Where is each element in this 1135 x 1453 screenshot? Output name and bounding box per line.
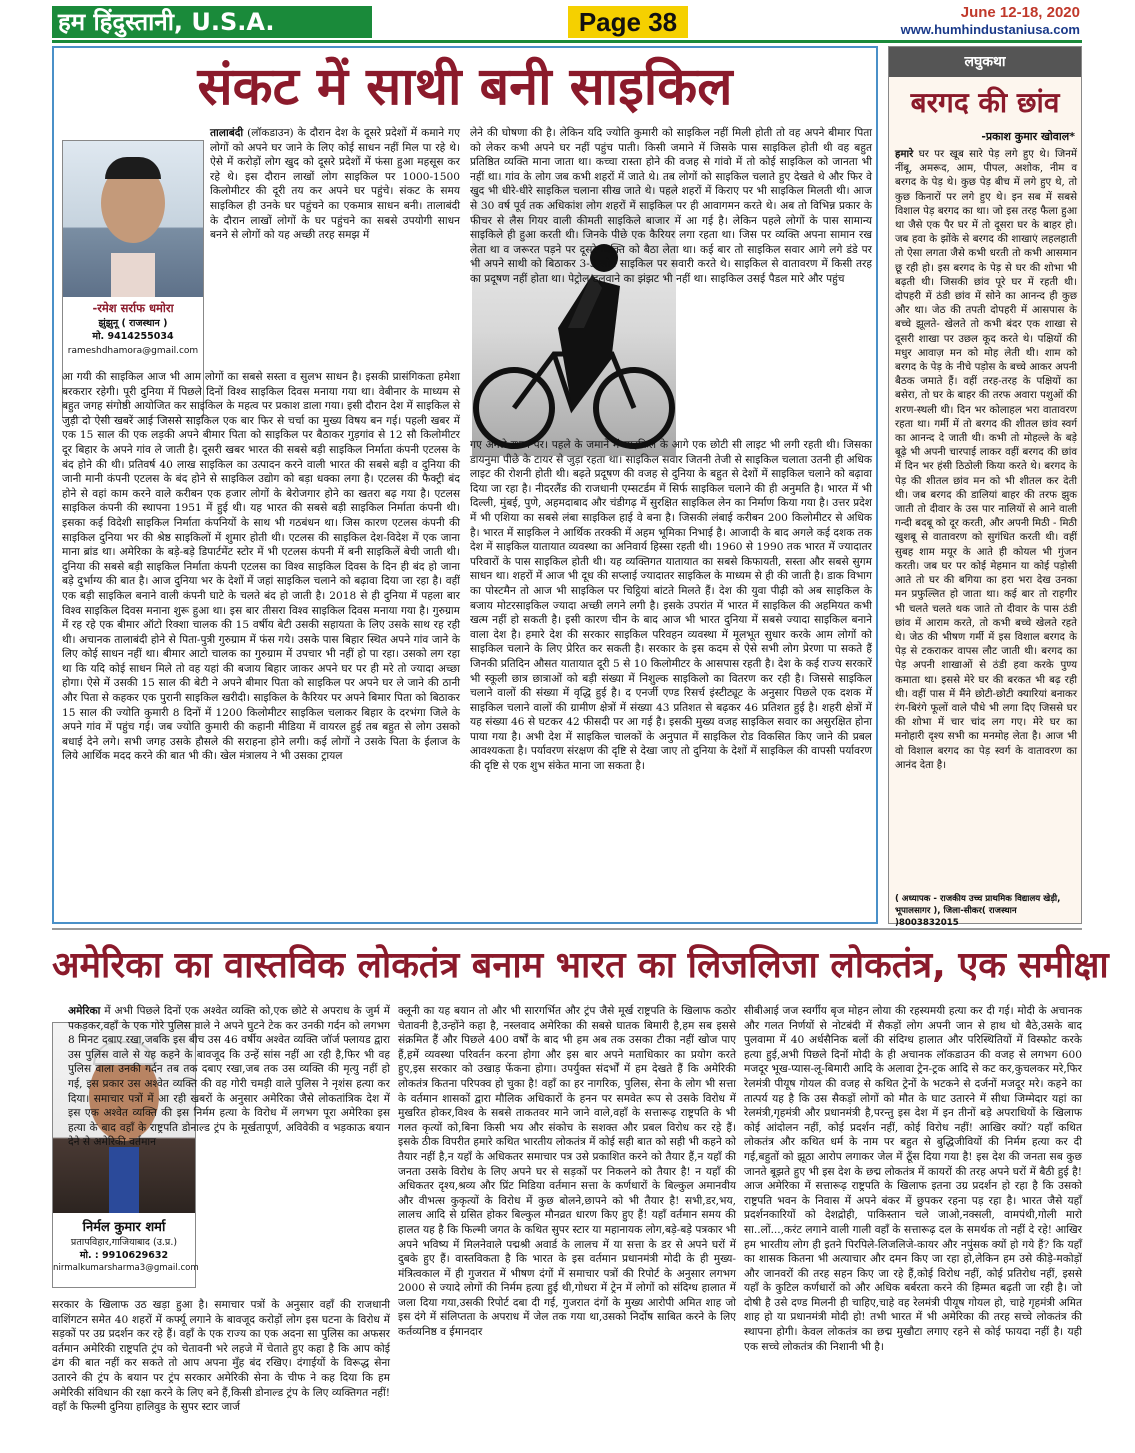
author-location: झुंझुनू ( राजस्थान ) [98, 318, 168, 329]
article2-lead: अमेरिका [68, 1005, 101, 1017]
article-cycle [52, 46, 878, 924]
section-divider [52, 928, 1082, 930]
article-col1-top-text: (लॉकडाउन) के दौरान देश के दूसरे प्रदेशों में कमाने गए लोगों को अपने घर जाने के लिए कोई साधन नहीं मिल पा रहे थे। ऐसे में करोड़ों लोग खुद को दूसरे प्रदेशों में फंसा हुआ महसूस कर रहे थे। इस दौरान लाखों लोग साइकिल पर 1000-1500 किलोमीटर की दूरी तय कर अपने घर पहुंचे। संकट के समय साइकिल ही उनके घर पहुंचने का एकमात्र साधन बनी। तालाबंदी के दौरान लाखों लोगों के घर पहुंचने का सबसे उपयोगी साधन बनने से लोगों को यह अच्छी तरह समझ में [210, 127, 460, 242]
story-lead: हमारे [895, 148, 914, 160]
story-footer: ( अध्यापक - राजकीय उच्च प्राथमिक विद्यालय खेड़ी, भूपालसागर ), जिला-सीकर( राजस्थान )8003832015 [895, 894, 1061, 928]
article2-col2 [398, 1004, 736, 1448]
article-col1-text: आ गयी की साइकिल आज भी आम लोगों का सबसे सस्ता व सुलभ साधन है। इसकी प्रासंगिकता हमेशा बरकरार रहेगी। पूरी दुनिया में पिछले दिनों विश्व साइकिल दिवस मनाया गया था। वेबीनार के माध्यम से बहुत जगह संगोष्ठी आयोजित कर साइकिल के महत्व पर प्रकाश डाला गया। इसी दौरान देश में साइकिल से जुड़ी दो ऐसी खबरें आई जिससे साइकिल एक बार फिर से चर्चा का मुख्य विषय बन गई। पहली खबर में एक 15 साल की एक लड़की अपने बीमार पिता को साइकिल पर बैठाकर गुड़गांव से 12 सौ किलोमीटर दूर बिहार के अपने गांव ले जाती है। दूसरी खबर भारत की सबसे बड़ी साइकिल निर्माता कंपनी एटलस के बंद होने की थी। प्रतिवर्ष 40 लाख साइकिल का उत्पादन करने वाली भारत की सबसे बड़ी व दुनिया की जानी मानी कंपनी एटलस के बंद होने से साइकिल उद्योग को बड़ा धक्का लगा है। एटलस की फैक्ट्री बंद होने से वहां काम करने वाले करीबन एक हजार लोगों के बेरोजगार होने का खतरा बढ़ गया है। एटलस साइकिल कंपनी की स्थापना 1951 में हुई थी। यह भारत की सबसे बड़ी साइकिल निर्माता कंपनी थी। इसका कई विदेशी साइकिल निर्माता कंपनियों के साथ भी गठबंधन था। जिस कारण एटलस कंपनी की साइकिल दुनिया भर की श्रेष्ठ साइकिलों में शुमार होती थी। एटलस की साइकिल देश-विदेश में एक जाना माना ब्रांड था। अमेरिका के बड़े-बड़े डिपार्टमेंट स्टोर में भी एटलस कंपनी में बनी साइकिलें बेची जाती थी। दुनिया की सबसे बड़ी साइकिल निर्माता कंपनी एटलस का विश्व साइकिल दिवस के दिन ही बंद हो जाना बड़े दुर्भाग्य की बात है। आज दुनिया भर के देशों में जहां साइकिल चलाने को बढ़ावा दिया जा रहा है। वहीं एक बड़ी साइकिल बनाने वाली कंपनी घाटे के चलते बंद हो जाती है। 2018 से ही दुनिया में पहला बार विश्व साइकिल दिवस मनाना शुरू हुआ था। इस बार तीसरा विश्व साइकिल दिवस मनाया गया है। गुरुग्राम में रह रहे एक बीमार ऑटो रिक्शा चालक की 15 वर्षीय बेटी उसकी सहायता के लिए उसके साथ रह रही थी। अचानक तालाबंदी होने से पिता-पुत्री गुरुग्राम में फंस गये। उसके पास बिहार स्थित अपने गांव जाने के लिए कोई साधन नहीं था। बीमार आटो चालक का गुरुग्राम में उपचार भी नहीं हो पा रहा। उसको लग रहा था कि यदि कोई साधन मिले तो वह यहां की बजाय बिहार जाकर अपने घर पर ही मरे तो ज्यादा अच्छा होगा। ऐसे में उसकी 15 साल की बेटी ने अपने बीमार पिता को साइकिल पर अपने घर ले जाने की ठानी और पिता से कहकर एक पुरानी साइकिल खरीदी। साइकिल के कैरियर पर अपने बिमार पिता को बिठाकर 15 साल की ज्योति कुमारी 8 दिनों में 1200 किलोमीटर साइकिल चलाकर बिहार के दरभंगा जिले के अपने गांव में पहुंच गई। जब ज्योति कुमारी की कहानी मीडिया में वायरल हुई तब बहुत से लोग उसको बधाई देने लगे। सभी जगह उसके हौसले की सराहना होने लगी। कई लोगों ने उसके पिता के ईलाज के लिये आर्थिक मदद करने की बात भी की। खेल मंत्रालय ने भी उसका ट्रायल [62, 371, 460, 763]
article-col2-top [470, 126, 872, 285]
article2-col3 [744, 1004, 1082, 1448]
article-lead: तालाबंदी [210, 127, 244, 139]
story-title: बरगद की छांव [910, 86, 1060, 119]
section-label: लघुकथा [889, 47, 1081, 77]
article2-col2-text: क्लूनी का यह बयान तो और भी सारगर्भित और ट्रंप जैसे मूर्ख राष्ट्रपति के खिलाफ कठोर चेतावनी है,उन्होंने कहा है, नस्लवाद अमेरिका की सबसे घातक बिमारी है,हम सब इससे संक्रमित हैं और पिछले 400 वर्षों के बाद भी हम अब तक उसका टीका नहीं खोज पाए हैं,हमें व्यवस्था परिवर्तन करना होगा और इस बार अपने मताधिकार का प्रयोग करते हुए,इस सरकार को उखाड़ फेंकना होगा। उपर्युक्त संदर्भों में हम देखते हैं कि अमेरिकी लोकतंत्र कितना परिपक्व हो चुका है! वहाँ का हर नागरिक, पुलिस, सेना के लोग भी सत्ता के वर्तमान शासकों द्वारा मौलिक अधिकारों के हनन पर समवेत रूप से उसके विरोध में मुखरित होकर,विश्व के सबसे ताकतवर माने जाने वाले,वहाँ के सत्तारूढ़ राष्ट्रपति के भी गलत कृत्यों को,बिना किसी भय और संकोच के सशक्त और प्रबल विरोध कर रहे हैं। इसके ठीक विपरीत हमारे कथित भारतीय लोकतंत्र में कोई सही बात को सही भी कहने को तैयार नहीं है,न यहाँ के अधिकतर समाचार पत्र उसे प्रकाशित करने को तैयार हैं,न यहाँ की जनता उसके विरोध के लिए अपने घर से सड़कों पर निकलने को तैयार है! न यहाँ की अधिकतर दृश्य,श्रव्य और प्रिंट मिडिया वर्तमान सत्ता के कर्णधारों के बिल्कुल अमानवीय और वीभत्स कुकृत्यों के विरोध में कुछ बोलने,छापने को भी तैयार है! सभी,डर,भय, लालच आदि से ग्रसित होकर बिल्कुल मौनव्रत धारण किए हुए हैं! यहाँ वर्तमान समय की हालत यह है कि फिल्मी जगत के कथित सुपर स्टार या महानायक लोग,बड़े-बड़े पत्रकार भी अपने भविष्य में मिलनेवाले पद्मश्री अवार्ड के लालच में या सत्ता के डर से अपने घरों में दुबके हुए हैं। वास्तविकता है कि भारत के इस वर्तमान प्रधानमंत्री मोदी के ही मुख्य-मंत्रित्वकाल में ही गुजरात में भीषण दंगों में समाचार पत्रों की रिपोर्ट के अनुसार लगभग 2000 से ज्यादे लोगों की निर्मम हत्या हुई थी,गोधरा में ट्रेन में लोगों को संदिग्ध हालात में जला दिया गया,उसकी रिपोर्ट दबा दी गई, गुजरात दंगों के मुख्य आरोपी अमित शाह जो इस दंगे में संलिप्तता के अपराध में जेल तक गया था,उसको निर्दोष साबित करने के लिए कर्तव्यनिष्ठ व ईमानदार [398, 1005, 736, 1339]
article2-col3-text: सीबीआई जज स्वर्गीय बृज मोहन लोया की रहस्यमयी हत्या कर दी गई। मोदी के अचानक और गलत निर्णयों से नोटबंदी में सैकड़ों लोग अपनी जान से हाथ धो बैठे,उसके बाद पुलवामा में 40 अर्धसैनिक बलों की संदिग्ध हालात और परिस्थितियों में विस्फोट करके हत्या हुई,अभी पिछले दिनों मोदी के ही अचानक लॉकडाउन की वजह से लगभग 600 मजदूर भूख-प्यास-लू-बिमारी आदि के अलावा ट्रेन-ट्रक आदि से कट कर,कुचलकर मरे,फिर रेलमंत्री पीयूष गोयल की वजह से कथित ट्रेनों के भटकने से दर्जनों मजदूर मरे। कहने का तात्पर्य यह है कि उस सैकड़ों लोगों को मौत के घाट उतारने में सीधा जिम्मेदार यहां का रेलमंत्री,गृहमंत्री और प्रधानमंत्री है,परन्तु इस देश में इन तीनों बड़े अपराधियों के खिलाफ कोई आंदोलन नहीं, कोई प्रदर्शन नहीं, कोई विरोध नहीं! आखिर क्यों? यहाँ कथित लोकतंत्र और कथित धर्म के नाम पर बहुत से बुद्धिजीवियों की निर्मम हत्या कर दी गई,बहुतों को झूठा आरोप लगाकर जेल में ठूँस दिया गया है! इस देश की जनता सब कुछ जानते बूझते हुए भी इस देश के छद्म लोकतंत्र में कायरों की तरह अपने घरों में बैठी हुई है! आज अमेरिका में सत्तारूढ़ राष्ट्रपति के खिलाफ इतना उग्र प्रदर्शन हो रहा है कि उसको राष्ट्रपति भवन के निवास में अपने बंकर में छुपकर रहना पड़ रहा है। भारत जैसे यहाँ प्रदर्शनकारियों को देशद्रोही, पाकिस्तान चले जाओ,नक्सली, वामपंथी,गोली मारो सा..लों...,करंट लगाने वाली गाली वहाँ के सत्तारूढ़ दल के समर्थक तो नहीं दे रहे! आखिर हम भारतीय लोग ही इतने पिरपिले-लिजलिजे-कायर और नपुंसक क्यों हो गये हैं? कि यहाँ का शासक कितना भी अत्याचार और दमन किए जा रहा हो,लेकिन हम उसे कीड़े-मकोड़ों और जानवरों की तरह सहन किए जा रहे हैं,कोई विरोध नहीं, कोई प्रतिरोध नहीं, इससे यहाँ के कुटिल कर्णधारों को और अधिक बर्बरता करने की हिम्मत बढ़ती जा रही है। जो दोषी है उसे दण्ड मिलनी ही चाहिए,चाहे वह रेलमंत्री पीयूष गोयल हो, चाहे गृहमंत्री अमित शाह हो या प्रधानमंत्री मोदी हो! तभी भारत में भी अमेरिका की तरह सच्चे लोकतंत्र की स्थापना होगी। केवल लोकतंत्र का छद्म मुखौटा लगाए रहने से कोई फायदा नहीं है। यही एक सच्चे लोकतंत्र की निशानी भी है। [744, 1005, 1082, 1353]
article-col2-right [680, 176, 872, 440]
article2-col1 [52, 1298, 390, 1448]
article-col2-top-text: लेने की घोषणा की है। लेकिन यदि ज्योति कुमारी को साइकिल नहीं मिली होती तो वह अपने बीमार पिता को लेकर कभी अपने घर नहीं पहुंच पाती। किसी जमाने में जिसके पास साइकिल होती थी वह बहुत प्रतिष्ठित व्यक्ति माना जाता था। कच्चा रास्ता होने की वजह से गांवो में तो कोई साइकिल को जानता भी नहीं था। गांव के लोग जब कभी शहरों में जाते थे। तब लोगों को साइकिल चलाते हुए देखते थे और फिर वे खुद भी धीरे-धीरे साइकिल चलाना सीख जाते थे। पहले शहरों में किराए पर भी साइकिल मिलती थी। आज से 30 वर्ष पूर्व तक अधिकांश लोग शहरों में साइकिल पर ही आवागमन करते थे। अब तो विभिन्न प्रकार के फीचर से लैस गियर वाली कीमती साइकिले बाजार में आ गई है। लेकिन पहले लोगों के पास सामान्य साइकिले ही हुआ करती थी। जिनके पीछे एक कैरियर लगा रहता था। जिस पर व्यक्ति अपना सामान रख लेता था व जरूरत पड़ने पर दूसरे व्यक्ति को बैठा लेता था। कई बार तो साइकिल सवार आगे लगे डंडे पर भी अपने साथी को बिठाकर 3-3 लोग साइकिल पर सवारी करते थे। साइकिल से वातावरण में किसी तरह का प्रदूषण नहीं होता था। पेट्रोल डलवाने का झंझट भी नहीं था। साइकिल उसई पैडल मारे और पहुंच [470, 127, 872, 285]
article2-col1-text: सरकार के खिलाफ उठ खड़ा हुआ है। समाचार पत्रों के अनुसार वहाँ की राजधानी वाशिंगटन समेत 40 शहरों में कर्फ्यू लगाने के बावजूद करोड़ों लोग इस घटना के विरोध में सड़कों पर उग्र प्रदर्शन कर रहे हैं। वहाँ के एक राज्य का एक अदना सा पुलिस का अफसर वर्तमान अमेरिकी राष्ट्रपति ट्रंप को चेतावनी भरे लहजे में चेताते हुए कहा है कि आप कोई ढंग की बात नहीं कर सकते तो आप अपना मुँह बंद रखिए। दंगाईयों के विरूद्ध सेना उतारने की ट्रंप के बयान पर ट्रंप सरकार अमेरिकी सेना के चीफ ने कह दिया कि हम अमेरिकी संविधान की रक्षा करने के लिए बने हैं,किसी डोनाल्ड ट्रंप के लिए व्यक्तिगत नहीं! वहाँ के फिल्मी दुनिया हालिवुड के सुपर स्टार जार्ज [52, 1299, 391, 1414]
author-phone: मो. 9414255034 [92, 331, 174, 342]
author2-location: प्रतापविहार,गाजियाबाद (उ.प्र.) [70, 1237, 178, 1248]
author2-email[interactable]: nirmalkumarsharma3@gmail.com [53, 1263, 199, 1273]
article-title: संकट में साथी बनी साइकिल [197, 57, 733, 117]
author-photo [63, 141, 203, 297]
article-col1 [62, 370, 460, 918]
article2-col1-top [68, 1004, 390, 1296]
author2-phone: मो. : 9910629632 [79, 1250, 169, 1261]
author-email[interactable]: rameshdhamora@gmail.com [67, 346, 199, 356]
masthead: हम हिंदुस्तानी, U.S.A. [52, 6, 372, 38]
issue-date: June 12-18, 2020 [960, 4, 1080, 21]
article2-title: अमेरिका का वास्तविक लोकतंत्र बनाम भारत का लिजलिजा लोकतंत्र, एक समीक्षा [52, 945, 1109, 986]
author-name: -रमेश सर्राफ धमोरा [92, 301, 174, 315]
article-col2 [470, 438, 872, 918]
short-story-sidebar [888, 46, 1082, 928]
page-number: Page 38 [568, 6, 688, 38]
article-col1-top [210, 126, 460, 384]
article-col2-text: गए अगले स्थान पर। पहले के जमाने में साइकिल के आगे एक छोटी सी लाइट भी लगी रहती थी। जिसका डायनुमा पीछे के टायर से जुड़ा रहता था। साइकिल सवार जितनी तेजी से साइकिल चलाता उतनी ही अधिक लाइट की रोशनी होती थी। बढ़ते प्रदूषण की वजह से दुनिया के बहुत से देशों में साइकिल चलाने को बढ़ावा दिया जा रहा है। नीदरलैंड की राजधानी एम्सटर्डम में सिर्फ साइकिल चलाने की ही अनुमति है। भारत में भी दिल्ली, मुंबई, पुणे, अहमदाबाद और चंडीगढ़ में सुरक्षित साइकिल लेन का निर्माण किया गया है। उत्तर प्रदेश में भी एशिया का सबसे लंबा साइकिल हाई वे बना है। जिसकी लंबाई करीबन 200 किलोमीटर से अधिक है। भारत में साइकिल ने आर्थिक तरक्की में अहम भूमिका निभाई है। आजादी के बाद अगले कई दशक तक देश में साइकिल यातायात व्यवस्था का अनिवार्य हिस्सा रहती थी। 1960 से 1990 तक भारत में ज्यादातर परिवारों के पास साइकिल होती थी। यह व्यक्तिगत यातायात का सबसे किफायती, सस्ता और सबसे सुगम साधन था। शहरों में आज भी दूध की सप्लाई ज्यादातर साइकिल के माध्यम से ही की जाती है। डाक विभाग का पोस्टमैन तो आज भी साइकिल पर चिट्ठियां बांटते मिलते हैं। देश की युवा पीढ़ी को अब साइकिल के बजाय मोटरसाइकिल ज्यादा अच्छी लगने लगी है। इसके उपरांत में भारत में साइकिल की अहमियत कभी खत्म नहीं हो सकती है। इसी कारण चीन के बाद आज भी भारत दुनिया में सबसे ज्यादा साइकिल बनाने वाला देश है। हमारे देश की सरकार साइकिल परिवहन व्यवस्था में मूलभूत सुधार करके आम लोगों को साइकिल चलाने के लिए प्रेरित कर सकती है। सरकार के इस कदम से ऐसे सभी लोग प्रेरणा पा सकते हैं जिनकी प्रतिदिन औसत यातायात दूरी 5 से 10 किलोमीटर के आसपास रहती है। देश के कई राज्य सरकारें भी स्कूली छात्र छात्राओं को बड़ी संख्या में निशुल्क साइकिलो का वितरण कर रही है। जिससे साइकिल चलाने वालों की संख्या में वृद्धि हुई है। द एनर्जी एण्ड रिसर्च इंस्टीट्यूट के अनुसार पिछले एक दशक में साइकिल चलाने वालों की ग्रामीण क्षेत्रों में संख्या 43 प्रतिशत से बढ़कर 46 प्रतिशत हुई है। शहरी क्षेत्रों में यह संख्या 46 से घटकर 42 फीसदी पर आ गई है। इसकी मुख्य वजह साइकिल सवार का असुरक्षित होना पाया गया है। अभी देश में साइकिल चालकों के अनुपात में साइकिल रोड विकसित किए जाने की प्रबल आवश्यकता है। पर्यावरण संरक्षण की दृष्टि से देखा जाए तो दुनिया के देशों में साइकिल की वापसी पर्यावरण की दृष्टि से एक शुभ संकेत माना जा सकता है। [470, 439, 872, 773]
header-rule [52, 40, 1082, 43]
story-author: -प्रकाश कुमार खोवाल* [981, 130, 1075, 143]
story-body [895, 147, 1077, 889]
author2-name: निर्मल कुमार शर्मा [82, 1220, 166, 1235]
story-text: घर पर खूब सारे पेड़ लगे हुए थे। जिनमें नींबू, अमरूद, आम, पीपल, अशोक, नीम व बरगद के पेड़ थे। कुछ पेड़ बीच में लगे हुए थे, तो कुछ किनारों पर लगे हुए थे। इन सब में सबसे विशाल पेड़ बरगद का था। जो इस तरह फैला हुआ था जैसे एक पैर घर में तो दूसरा घर के बाहर हो। जब हवा के झोंके से बरगद की शाखाएं लहलहाती तो ऐसा लगता जैसे कभी धरती तो कभी आसमान छू रही हो। इस बरगद के पेड़ से घर की शोभा भी बढ़ती थी। जिसकी छांव पूरे घर में रहती थी। दोपहरी में ठंडी छांव में सोने का आनन्द ही कुछ और था। जेठ की तपती दोपहरी में आसपास के बच्चे झूलते- खेलते तो कभी बंदर एक शाखा से दूसरी शाखा पर उछल कूद करते थे। पक्षियों की मधुर आवाज़ मन को मोह लेती थी। शाम को बरगद के पेड़ के नीचे पड़ोस के बच्चे आकर अपनी बैठक जमाते हैं। वहीं तरह-तरह के पक्षियों का बसेरा, तो घर के बाहर की तरफ अवारा पशुओं की शरण-स्थली थी। दिन भर कोलाहल भरा वातावरण रहता था। गर्मी में तो बरगद की शीतल छांव स्वर्ग का आनन्द दे जाती थी। कभी तो मोहल्ले के बड़े बूढ़े भी अपनी चारपाई लाकर वहीं बरगद की छांव में दिन भर हंसी ठिठोली किया करते थे। बरगद के पेड़ की शीतल छांव मन को भी शीतल कर देती थी। जब बरगद की डालियां बाहर की तरफ झुक जाती तो दीवार के उस पार नालियों से आने वाली गन्दी बदबू को दूर करती, और अपनी मिठी - मिठी खुशबू से वातावरण को सुगंधित करती थी। वहीं सुबह शाम मयूर के आते ही कोयल भी गुंजन करती। जब घर पर कोई मेहमान या कोई पड़ोसी आते तो घर की बगिया का हरा भरा देख उनका मन प्रफुल्लित हो जाता था। कई बार तो राहगीर भी चलते चलते थक जाते तो दीवार के पास ठंडी छांव में आराम करते, तो कभी बच्चे खेलते रहते थे। जेठ की भीषण गर्मी में इस विशाल बरगद के पेड़ से टकराकर वापस लौट जाती थी। बरगद का पेड़ अपनी शाखाओं से ठंडी हवा करके पुण्य कमाता था। इससे मेरे घर की बरकत भी बढ़ रही थी। वहीं पास में मैंने छोटी-छोटी क्यारियां बनाकर रंग-बिरंगे फूलों वाले पौधे भी लगा दिए जिससे घर की शोभा में चार चांद लग गए। मेरे घर का मनोहारी दृश्य सभी का मनमोह लेता है। आज भी वो विशाल बरगद का पेड़ स्वर्ग के वातावरण का आनंद देता है। [895, 149, 1077, 771]
website-link[interactable]: www.humhindustaniusa.com [900, 22, 1080, 37]
page-header [0, 0, 1135, 44]
article2-col1-top-text: में अभी पिछले दिनों एक अश्वेत व्यक्ति को,एक छोटे से अपराध के जुर्म में पकड़कर,वहाँ के एक गोरे पुलिस वाले ने अपने घुटने टेक कर उनकी गर्दन को लगभग 8 मिनट दबाए रखा,जबकि इस बीच उस 46 वर्षीय अश्वेत व्यक्ति जॉर्ज फ्लायड द्वारा उस पुलिस वाले से यह कहने के बावजूद कि उन्हें सांस नहीं आ रही है,फिर भी वह पुलिस वाला उनकी गर्दन तब तक दबाए रखा,जब तक उस व्यक्ति की मृत्यु नहीं हो गई, इस प्रकार उस अश्वेत व्यक्ति की वह गोरी चमड़ी वाले पुलिस ने नृशंस हत्या कर दिया। समाचार पत्रों में आ रही खबरों के अनुसार अमेरिका जैसे लोकतांत्रिक देश में इस एक अश्वेत व्यक्ति की इस निर्मम हत्या के विरोध में लगभग पूरा अमेरिका इस हत्या के बाद वहाँ के राष्ट्रपति डोनाल्ड ट्रंप के मूर्खतापूर्ण, अविवेकी व भड़काऊ बयान देने से अमेरिकी वर्तमान [68, 1005, 390, 1149]
